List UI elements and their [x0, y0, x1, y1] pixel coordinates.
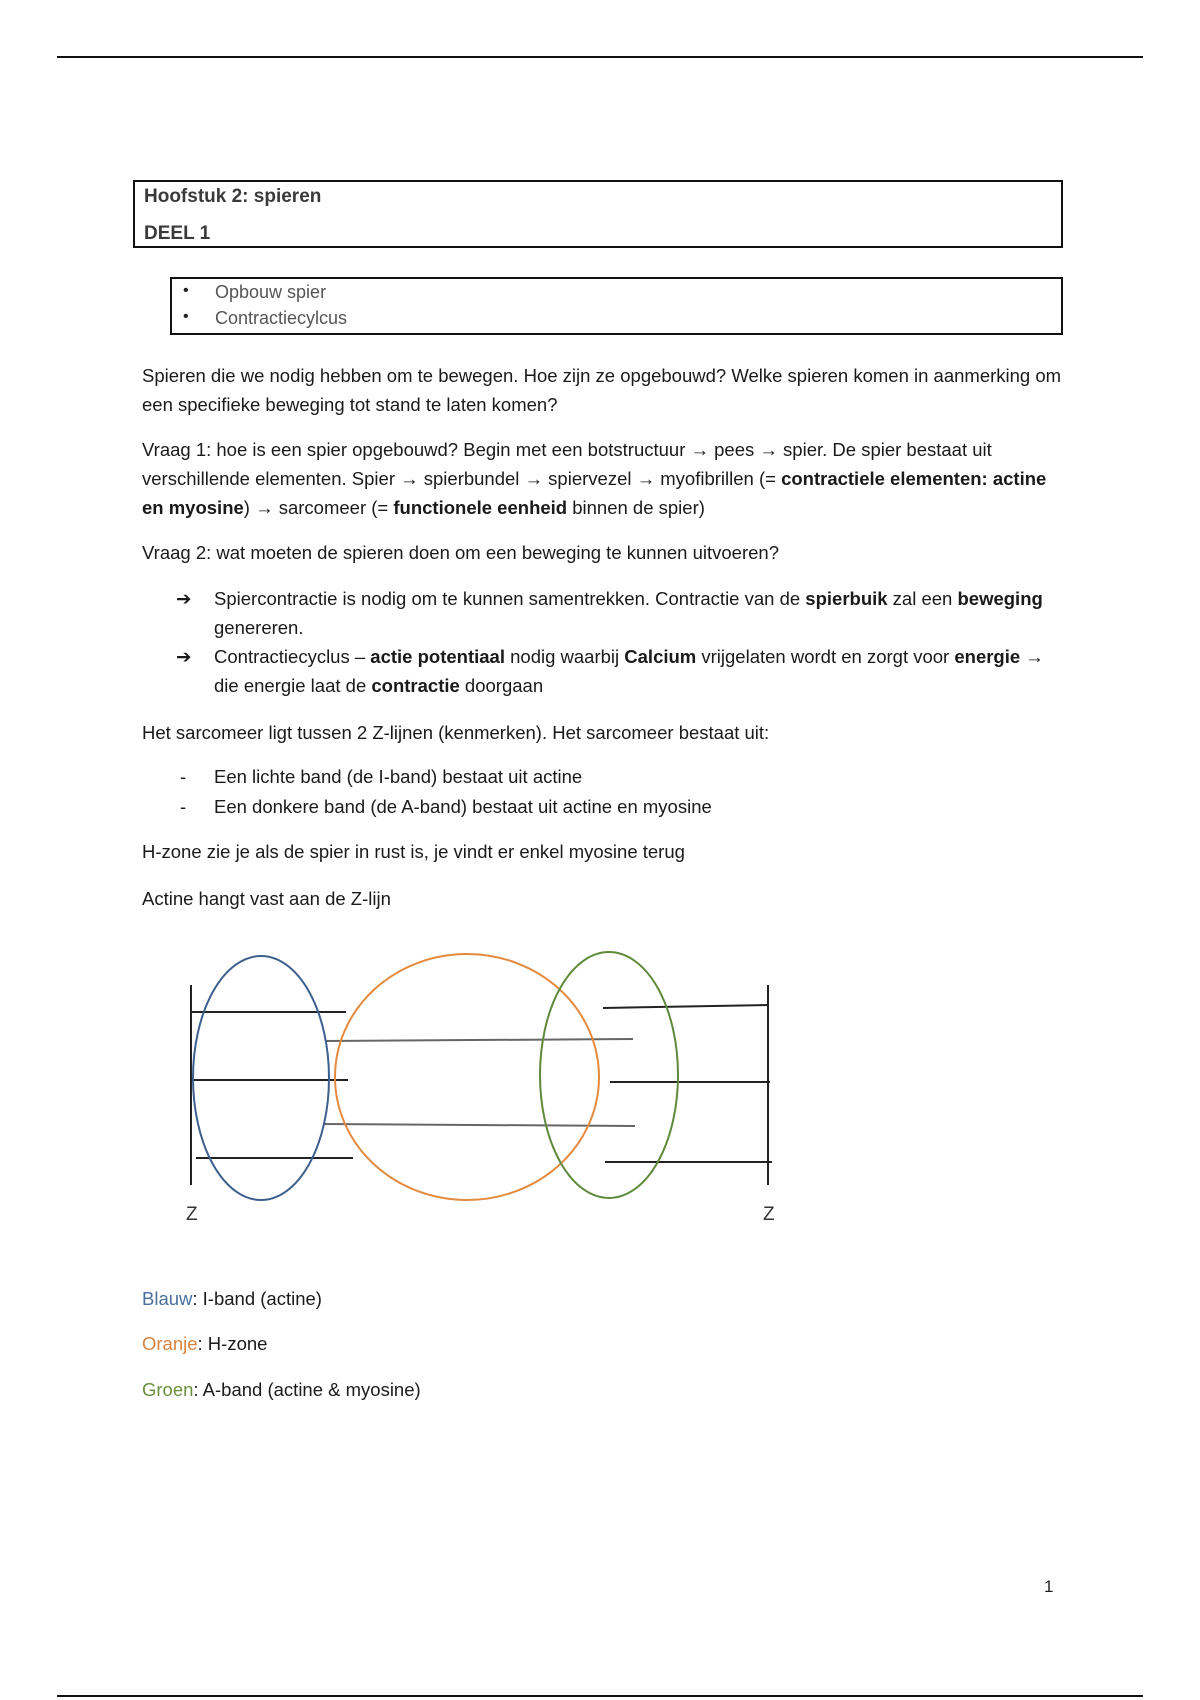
bold-run: Calcium [624, 646, 697, 667]
arrow-right-icon: ➔ [176, 646, 192, 667]
bullet-icon: • [183, 308, 189, 325]
vraag1-paragraph [142, 435, 1072, 522]
text-run: → die energie laat de [214, 646, 1044, 696]
legend-item [142, 1284, 322, 1313]
bold-run: functionele eenheid [393, 497, 568, 518]
dash-marker: - [180, 796, 187, 817]
text-run: nodig waarbij [504, 646, 625, 667]
text-run: zal een [887, 588, 958, 609]
text-run: genereren. [214, 617, 304, 638]
arrow-item-text [214, 642, 1054, 700]
text-run: Contractiecyclus – [214, 646, 371, 667]
legend-item [142, 1375, 421, 1404]
chapter-title: Hoofstuk 2: spieren [144, 186, 322, 207]
z-label-right: Z [763, 1204, 775, 1225]
a-band-ellipse [540, 952, 678, 1198]
text-run: vrijgelaten wordt en zorgt voor [696, 646, 955, 667]
bold-run: contractiele elementen: actine en myosine [142, 468, 1047, 518]
legend-color-word: Blauw [142, 1288, 193, 1309]
bold-run: energie [954, 646, 1021, 667]
h-zone-circle [335, 954, 599, 1200]
topic-label: Opbouw spier [215, 282, 327, 302]
i-band-ellipse [193, 956, 329, 1200]
legend-color-word: Groen [142, 1379, 194, 1400]
myosine-filament [323, 1124, 635, 1126]
legend-desc: : I-band (actine) [192, 1288, 322, 1309]
top-rule [57, 56, 1143, 58]
dash-marker: - [180, 766, 187, 787]
sarcomeer-paragraph: Het sarcomeer ligt tussen 2 Z-lijnen (kenmerken). Het sarcomeer bestaat uit: [142, 722, 770, 743]
bold-run: actie potentiaal [370, 646, 505, 667]
legend-color-word: Oranje [142, 1333, 198, 1354]
legend-desc: : H-zone [197, 1333, 268, 1354]
actine-paragraph: Actine hangt vast aan de Z-lijn [142, 888, 391, 909]
legend-item [142, 1329, 267, 1358]
arrow-right-icon: ➔ [176, 588, 192, 609]
intro-paragraph: Spieren die we nodig hebben om te bewegen. Hoe zijn ze opgebouwd? Welke spieren komen in aanmerking om een specifieke beweging tot stand te laten komen? [142, 365, 1062, 415]
part-label: DEEL 1 [144, 223, 211, 244]
legend-desc: : A-band (actine & myosine) [193, 1379, 421, 1400]
myosine-filament [326, 1039, 633, 1041]
z-label-left: Z [186, 1204, 198, 1225]
text-run: ) → sarcomeer (= [243, 497, 394, 518]
text-run: Spiercontractie is nodig om te kunnen samentrekken. Contractie van de [214, 588, 806, 609]
bullet-icon: • [183, 282, 189, 299]
vraag2-paragraph: Vraag 2: wat moeten de spieren doen om een beweging te kunnen uitvoeren? [142, 542, 779, 563]
hzone-paragraph: H-zone zie je als de spier in rust is, je vindt er enkel myosine terug [142, 841, 685, 862]
bold-run: spierbuik [805, 588, 888, 609]
page-number: 1 [1044, 1577, 1054, 1596]
bottom-rule [57, 1695, 1143, 1697]
topic-label: Contractiecylcus [215, 308, 348, 328]
text-run: Vraag 1: hoe is een spier opgebouwd? Begin met een botstructuur → pees → spier. De spier bestaat uit verschillende elementen. Spier → spierbundel → spiervezel → myofibrillen (= [142, 439, 992, 489]
bold-run: contractie [371, 675, 460, 696]
chapter-title-box [133, 180, 1063, 248]
bold-run: beweging [957, 588, 1043, 609]
band-text: Een donkere band (de A-band) bestaat uit actine en myosine [214, 796, 712, 817]
actin-filament [603, 1005, 768, 1008]
text-run: binnen de spier) [567, 497, 705, 518]
band-text: Een lichte band (de I-band) bestaat uit actine [214, 766, 583, 787]
text-run: doorgaan [459, 675, 544, 696]
topics-box [170, 277, 1063, 335]
arrow-item-text [214, 584, 1054, 642]
